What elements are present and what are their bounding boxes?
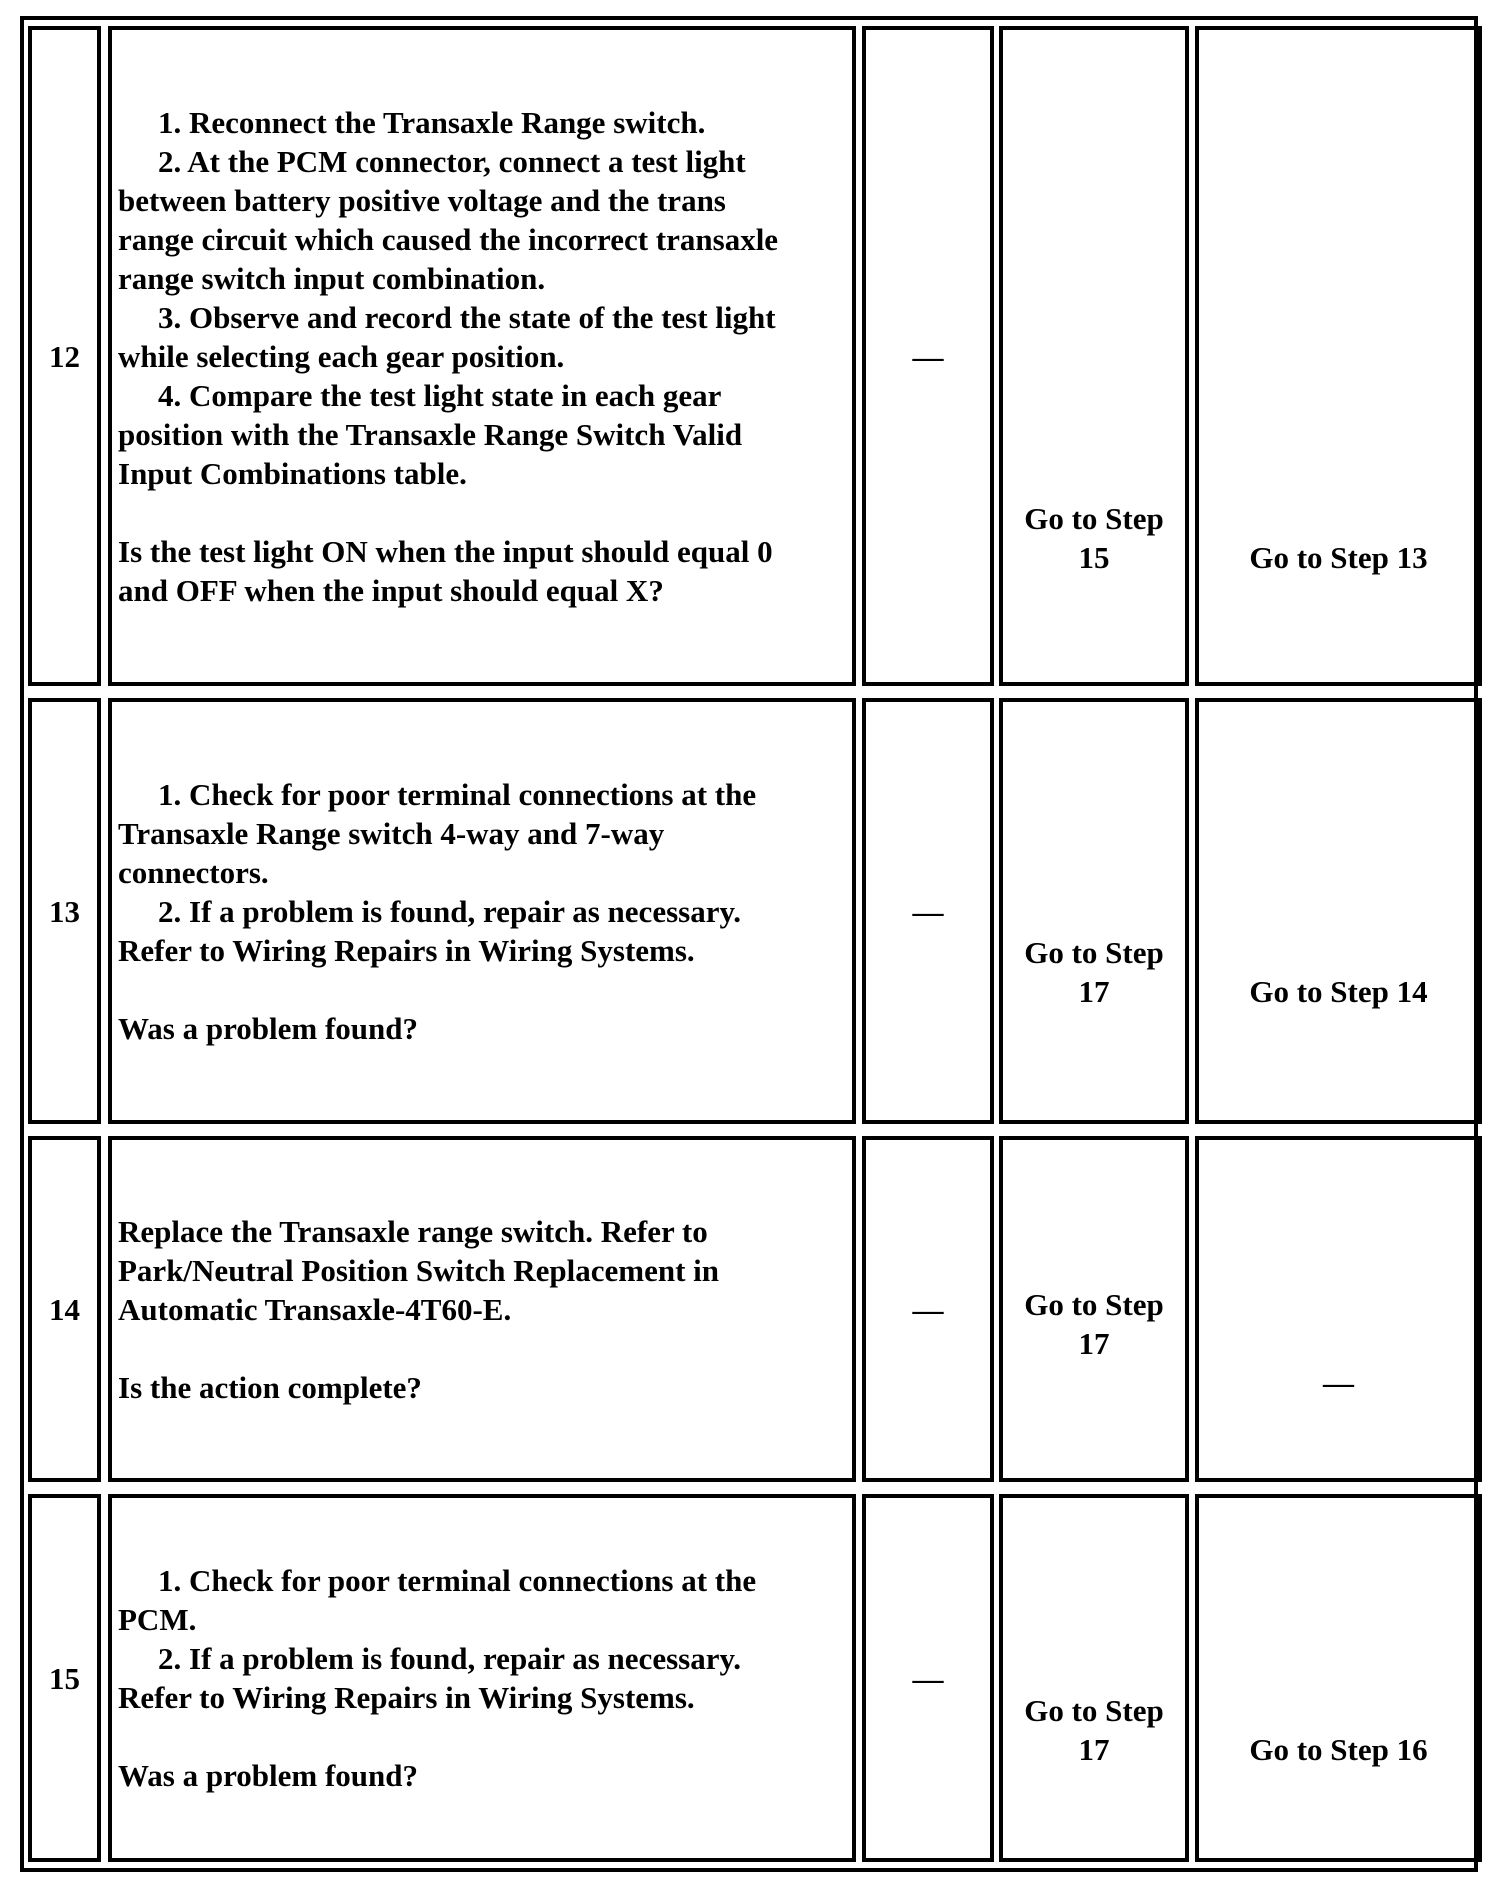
yes-cell: Go to Step 17: [999, 1494, 1189, 1862]
yes-cell: Go to Step 17: [999, 698, 1189, 1124]
value-cell: —: [862, 1136, 994, 1482]
diagnostic-table: [20, 16, 1478, 1872]
no-cell: Go to Step 16: [1195, 1494, 1482, 1862]
value-cell: —: [862, 698, 994, 1124]
table-row: [24, 1488, 1474, 1868]
action-cell: 1. Check for poor terminal connections at the PCM. 2. If a problem is found, repair as necessary. Refer to Wiring Repairs in Wiring Systems. Was a problem found?: [108, 1494, 856, 1862]
table-row: [24, 20, 1474, 692]
action-cell: 1. Reconnect the Transaxle Range switch. 2. At the PCM connector, connect a test light between battery positive voltage and the trans range circuit which caused the incorrect transaxle range switch input combination. 3. Observe and record the state of the test light while selecting each gear position. 4. Compare the test light state in each gear position with the Transaxle Range Switch Valid Input Combinations table. Is the test light ON when the input should equal 0 and OFF when the input should equal X?: [108, 26, 856, 686]
value-cell: —: [862, 26, 994, 686]
no-cell: Go to Step 14: [1195, 698, 1482, 1124]
no-cell: Go to Step 13: [1195, 26, 1482, 686]
step-number: 15: [28, 1494, 101, 1862]
step-number: 13: [28, 698, 101, 1124]
table-row: [24, 692, 1474, 1130]
table-row: [24, 1130, 1474, 1488]
step-number: 14: [28, 1136, 101, 1482]
action-cell: Replace the Transaxle range switch. Refer to Park/Neutral Position Switch Replacement in Automatic Transaxle-4T60-E. Is the action complete?: [108, 1136, 856, 1482]
step-number: 12: [28, 26, 101, 686]
yes-cell: Go to Step 15: [999, 26, 1189, 686]
yes-cell: Go to Step 17: [999, 1136, 1189, 1482]
action-cell: 1. Check for poor terminal connections at the Transaxle Range switch 4-way and 7-way connectors. 2. If a problem is found, repair as necessary. Refer to Wiring Repairs in Wiring Systems. Was a problem found?: [108, 698, 856, 1124]
value-cell: —: [862, 1494, 994, 1862]
no-cell: —: [1195, 1136, 1482, 1482]
